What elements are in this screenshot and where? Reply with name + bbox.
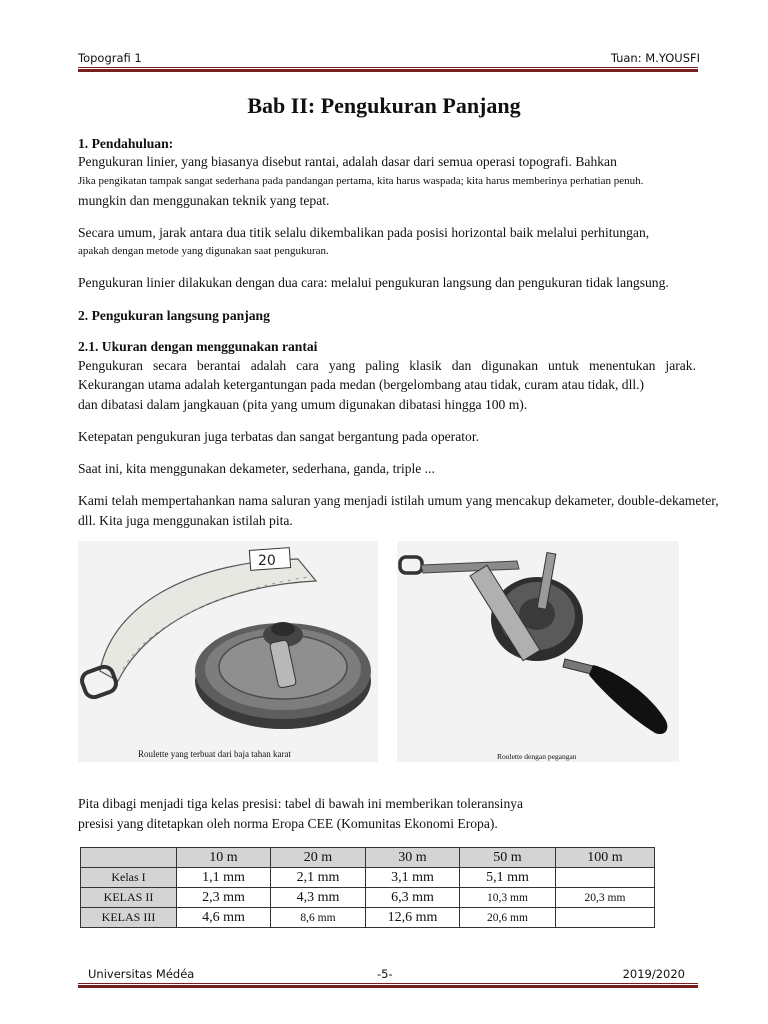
table-header-cell: 20 m <box>271 848 366 868</box>
precision-line1: Pita dibagi menjadi tiga kelas presisi: tabel di bawah ini memberikan toleransinya <box>78 796 524 811</box>
tolerance-table <box>80 847 655 928</box>
table-cell: 1,1 mm <box>177 868 271 888</box>
section2-para2: Ketepatan pengukuran juga terbatas dan sangat bergantung pada operator. <box>78 429 479 444</box>
svg-text:20: 20 <box>258 553 276 569</box>
table-cell: 5,1 mm <box>460 868 556 888</box>
section1-para2-line2: apakah dengan metode yang digunakan saat pengukuran. <box>78 245 329 257</box>
table-cell: 2,1 mm <box>271 868 366 888</box>
table-cell: 8,6 mm <box>271 908 366 928</box>
section1-line3: mungkin dan menggunakan teknik yang tepat. <box>78 193 330 208</box>
section2-para1-line3: dan dibatasi dalam jangkauan (pita yang umum digunakan dibatasi hingga 100 m). <box>78 397 528 412</box>
section2-para4-line1: Kami telah mempertahankan nama saluran yang menjadi istilah umum yang mencakup dekameter, double-dekameter, <box>78 493 719 508</box>
header-rule-thin <box>78 67 698 68</box>
table-header-cell: 50 m <box>460 848 556 868</box>
table-cell: 20,3 mm <box>556 888 655 908</box>
footer-rule <box>78 985 698 988</box>
footer-rule-thin <box>78 983 698 984</box>
section2-para3: Saat ini, kita menggunakan dekameter, sederhana, ganda, triple ... <box>78 461 435 476</box>
table-cell: 2,3 mm <box>177 888 271 908</box>
handle-tape-photo <box>397 541 679 762</box>
table-row <box>81 868 655 888</box>
table-cell <box>556 908 655 928</box>
table-header-cell: 10 m <box>177 848 271 868</box>
table-row-label: KELAS III <box>81 908 177 928</box>
table-header-cell <box>81 848 177 868</box>
table-row-label: Kelas I <box>81 868 177 888</box>
footer-page-number: -5- <box>377 967 393 981</box>
page-title: Bab II: Pengukuran Panjang <box>247 93 521 118</box>
table-cell: 10,3 mm <box>460 888 556 908</box>
footer-left: Universitas Médéa <box>88 967 195 981</box>
steel-tape-illustration <box>78 541 378 762</box>
table-cell: 4,3 mm <box>271 888 366 908</box>
section2-para1-line2: Kekurangan utama adalah ketergantungan pada medan (bergelombang atau tidak, curam atau tidak, dll.) <box>78 377 645 392</box>
table-header-cell: 30 m <box>366 848 460 868</box>
section1-heading: 1. Pendahuluan: <box>78 136 174 151</box>
section1-para2-line1: Secara umum, jarak antara dua titik selalu dikembalikan pada posisi horizontal baik melalui perhitungan, <box>78 225 650 240</box>
table-cell: 20,6 mm <box>460 908 556 928</box>
section1-line1: Pengukuran linier, yang biasanya disebut rantai, adalah dasar dari semua operasi topografi. Bahkan <box>78 154 617 169</box>
table-cell: 3,1 mm <box>366 868 460 888</box>
header-rule <box>78 69 698 72</box>
table-header-row <box>81 848 655 868</box>
footer-right: 2019/2020 <box>622 967 685 981</box>
table-row <box>81 888 655 908</box>
section2-subheading: 2.1. Ukuran dengan menggunakan rantai <box>78 339 318 354</box>
handle-tape-illustration <box>397 541 679 762</box>
section2-para4-line2: dll. Kita juga menggunakan istilah pita. <box>78 513 293 528</box>
table-cell: 4,6 mm <box>177 908 271 928</box>
steel-tape-photo <box>78 541 378 762</box>
table-cell <box>556 868 655 888</box>
right-photo-caption: Roulette dengan pegangan <box>497 752 577 761</box>
precision-line2: presisi yang ditetapkan oleh norma Eropa CEE (Komunitas Ekonomi Eropa). <box>78 816 498 831</box>
header-left: Topografi 1 <box>78 51 142 65</box>
section1-line2: Jika pengikatan tampak sangat sederhana pada pandangan pertama, kita harus waspada; kita harus memberinya perhatian penuh. <box>78 175 644 187</box>
table-cell: 6,3 mm <box>366 888 460 908</box>
table-row-label: KELAS II <box>81 888 177 908</box>
left-photo-caption: Roulette yang terbuat dari baja tahan karat <box>138 749 291 759</box>
section1-para3: Pengukuran linier dilakukan dengan dua cara: melalui pengukuran langsung dan pengukuran tidak langsung. <box>78 275 669 290</box>
table-row <box>81 908 655 928</box>
table-cell: 12,6 mm <box>366 908 460 928</box>
header-right: Tuan: M.YOUSFI <box>610 51 700 65</box>
section2-para1-line1: Pengukuran secara berantai adalah cara yang paling klasik dan digunakan untuk menentukan jarak. <box>78 358 696 373</box>
table-header-cell: 100 m <box>556 848 655 868</box>
section2-heading: 2. Pengukuran langsung panjang <box>78 308 270 323</box>
